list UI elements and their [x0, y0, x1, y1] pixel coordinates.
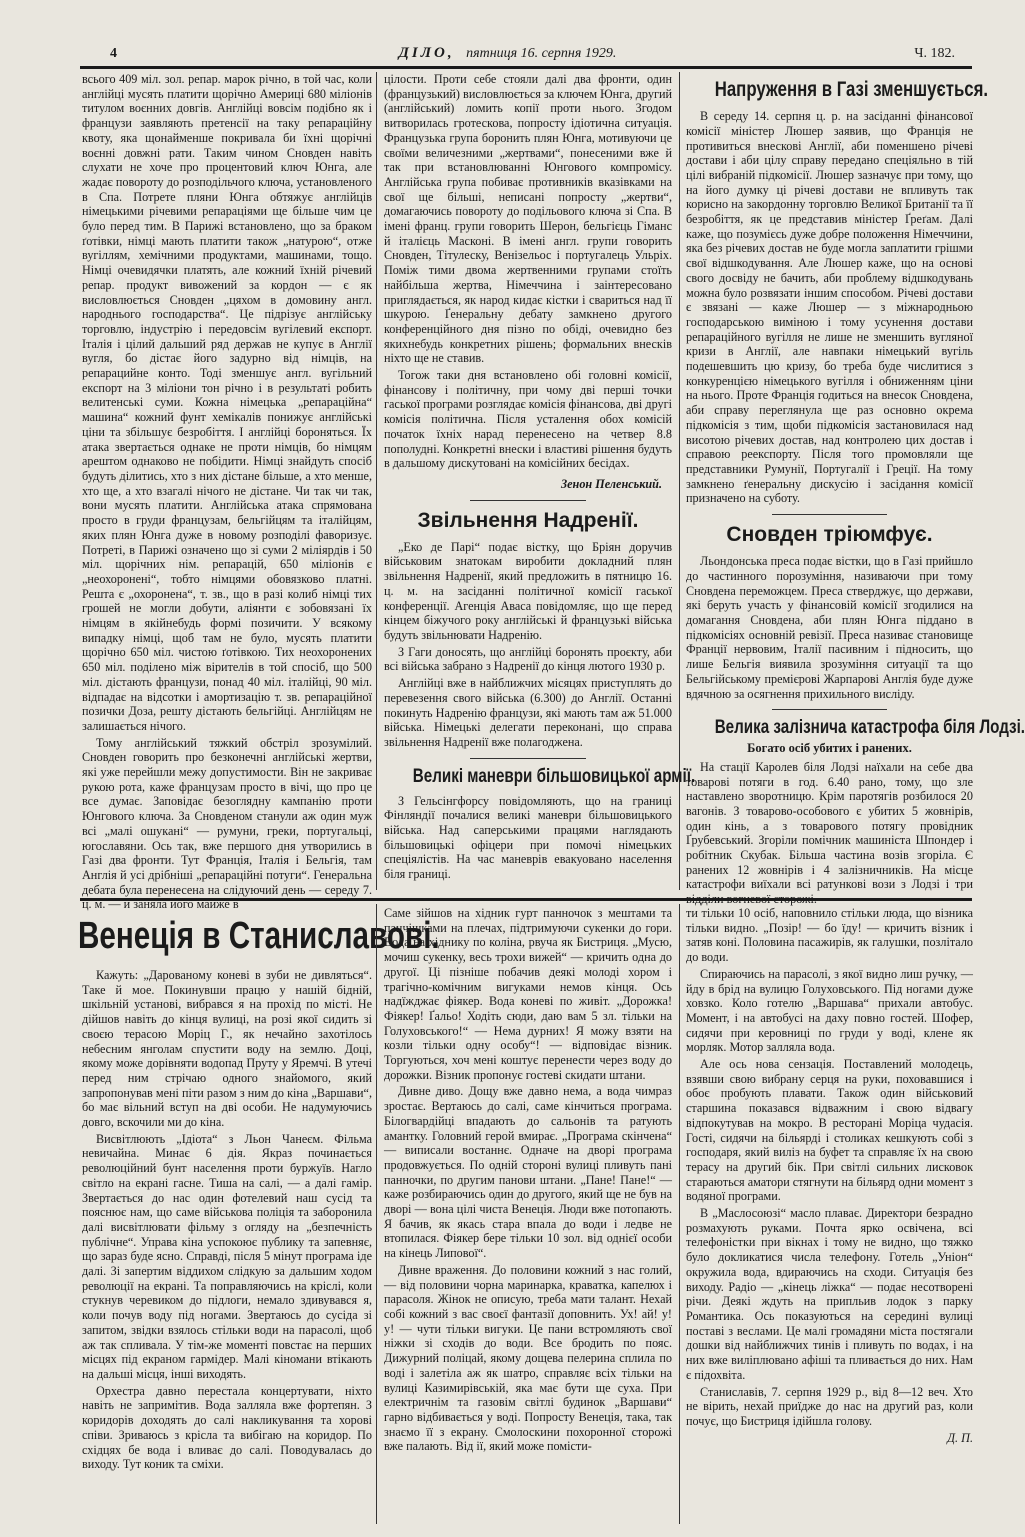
headline-nadrenia: Звільнення Надренії. — [417, 508, 639, 532]
feuilleton-paragraph: Орхестра давно перестала концертувати, ніхто навіть не запримітив. Вода залляла вже фортепян. З коридорів доходять до салі накликування та хорові співи. Зриваюсь з крісла та вибігаю на коридор. По східцях бе вода і вливає до салі. Поводувалась до виходу. Тут коник та сміхи. — [82, 1383, 372, 1472]
column-divider — [376, 904, 377, 1524]
subheadline-lodz: Богато осіб убитих і ранених. — [747, 741, 912, 756]
section-rule — [80, 898, 972, 901]
masthead: ДІЛО, — [398, 45, 455, 61]
article-paragraph: Льондонська преса подає вістки, що в Газі прийшло до частинного порозуміння, називаючи при тому Сновдена переможцем. Преса стверджує, що держави, які беруть участь у фінансовій комісії згодилися на домагання Сновдена, аби плян Юнга піддано в підкомісіях основній ревізії. Преса називає становище Франції нервовим, Італії пасивним і підносить, що лише Бельгія виявила зрозуміння ситуації та що Бельгійському премієрові Жарпарові Англія буде дуже вдячною за осягнення прихильного висліду. — [686, 554, 973, 701]
feuilleton-dateline: Станиславів, 7. серпня 1929 р., від 8—12 веч. Хто не вірить, нехай приїдже до нас на другий раз, коли почує, що Бистриця ідійшла голову. — [686, 1384, 973, 1428]
column-3 — [686, 72, 1025, 907]
column-divider — [376, 72, 377, 890]
col2-paragraph: цілости. Проти себе стояли далі два фронти, один (французький) висловлюється за ключем Юнга, другий (англійський) ломить копії проти нього. Згодом витворилась гротескова, попросту ідіотична ситуація. Французька група боронить плян Юнга, мотивуючи це своїми величезними „жертвами“, понесеними вже й так при встановлюванні Юнгового компромісу. Англійська група побиває противників вказівками на свої ще більші, неписані попросту „жертви“, домагаючись повороту до подільового ключа зі Спа. В імені франц. групи говорить Шерон, бельгієць Гіманс й італієць Масконі. В імені англ. групи говорить Сновден, Тітулеску, Венізельос і португалець Ульріх. Поміж тими двома жертвенними групами стоїть найбільша жертва, Німеччина і заінтересовано приглядається, як народ кидає кістки і свариться над її шкурою. Ґенеральну дебату замкнено другого конференційного дня пізно по обіді, очевидно без якихнебудь конкретних рішень; формальних внесків ніхто ще не ставив. — [384, 72, 672, 366]
col1-paragraph: Тому англійський тяжкий обстріл зрозумілий. Сновден говорить про безконечні англійські жертви, які уже перейшли межу допустимости. Він не закриває рукою рота, каже французам просто в вічі, що про це все думає. Заповідає безоглядну кампанію проти Юнгового ключа. За Сновденом станули аж один муж всі „малі ошукані“ — румуни, греки, португальці, югославяни. Ось так, вже першого дня утворились в Газі два фронти. Тут Франція, Італія і Бельгія, там Англія й усі дрібніші „репараційні потуги“. Генеральна дебата була перенесена на слідуючий день — середу 7. ц. м. — й заняла його майже в — [82, 735, 372, 912]
header-center — [60, 45, 955, 62]
divider — [772, 709, 887, 710]
divider — [470, 758, 585, 759]
issue-date: пятниця 16. серпня 1929. — [466, 46, 617, 61]
feuilleton-column-1 — [82, 968, 372, 1528]
headline-gaza: Напруження в Газі зменшується. — [714, 78, 989, 101]
column-1 — [82, 72, 372, 912]
feuilleton-paragraph: Спираючись на парасолі, з якої видно лиш ручку, — йду в брід на вулицю Голуховського. Під ногами дуже ховзко. Коло готелю „Варшава“ прихали автобус. Момент, і на автобусі на даху повно гостей. Шофер, сидячи при керовниці по груди у воді, клене як морляк. Мотор залляла вода. — [686, 966, 973, 1055]
article-paragraph: Англійці вже в найближчих місяцях приступлять до перевезення свого війська (6.300) до Англії. Останні покинуть Надренію французи, які мають там аж 51.000 війська. Німецькі делегати переконані, що справа звільнення Надренії вже полагоджена. — [384, 676, 672, 749]
headline-lodz: Велика залізнича катастрофа біля Лодзі. — [714, 717, 1025, 739]
headline-snowden: Сновден тріюмфує. — [726, 523, 933, 547]
page-header — [60, 44, 955, 66]
issue-number: Ч. 182. — [914, 46, 955, 61]
feuilleton-signature: Д. П. — [947, 1430, 973, 1445]
column-2 — [384, 72, 696, 892]
col1-paragraph: всього 409 міл. зол. репар. марок річно, в той час, коли англійці мусять платити щорічно Америці 680 міліонів титулом воєнних довгів. Англійці вовсім подібно як і французи заявляють претенсії на таку репараційну квоту, яка щонайменше покривала би їхні щорічні воєнні довжні рати. Таким чином Сновден навіть слухати не хоче про процентовий ключ Юнга, але жадає повороту до розподільчого ключа, установленого в Спа. Потрете пляни Юнга обтяжує англійців німецькими річевими репараціями ще більше чим це було перед тим. В Парижі встановлено, що за браком ґотівки, німці мають платити також „натурою“, отже вугіллям, хемічними продуктами, машинами, тощо. Німці очевидячки платять, але кожний їхній річевий репар. продукт вивожений за кордон — є як висловлюється Сновден „цяхом в домовину англ. народнього господарства“. Це підрізує англійську торговлю, індустрію і передовсім вугілевий експорт. Італія і цілий дальший ряд держав не купує в Англії вугля, бо дістає його задурно від німців, на репарацийне конто. Тоді зменшує англ. вугільний експорт на 3 міліони тон річно і в результаті робить велитенські суми. Кожна німецька „репараційна“ машина“ кожний фунт хемікалів понижує англійські ціни та збільшує безробіття. І англійці бороняться. Їх атака звертається однаке не проти німців, бо німцям арештом однаково не побідити. Німці знайдуть спосіб будуть ділитись, хто з них дістане більше, а хто менше, хто ще, а хто взагалі нічого не дістане. Чи так чи так, вони мусять платити. Англійська атака спрямована просто в груди французам, бельгійцям та італійцям, яких плян Юнга дуже в новому розподілі фаворизує. Потреті, в Парижі означено що зі суми 2 міліярдів і 50 міл. щорічних нім. репарацій, 650 міліонів є „неохоронені“, тобто німцями обовязково платні. Решта є „охоронена“, т. зв., що в разі колиб німці тих грошей не могли добути, аліянти є зобовязані їх німцям в якійнебудь формі позичити. У всякому випадку німці, щоб там не було, мусять платити щорічно 650 міл. чистою ґотівкою. Тих неохоронених 650 міл. поділено між вірителів в той спосіб, що 500 міл. дістають французи, понад 40 міл. італійці, 90 міл. відпадає на відсотки і амортизацію т. зв. репараційної позички Доза, решту дістають бельгійці. Англійцям не залишається нічого. — [82, 72, 372, 733]
col2-paragraph: Тогож таки дня встановлено обі головні комісії, фінансову і політичну, при чому дві перші точки гаської програми розглядає комісія фінансова, дві другі комісія політична. Після усталення обох комісій початок їхніх нарад перенесено на четвер 8.8 пополудні. Конкретні внески і властиві рішення будуть в дальшому дискутовані на комісійних бесідах. — [384, 368, 672, 471]
feuilleton-column-2 — [384, 906, 672, 1528]
divider — [470, 500, 585, 501]
feuilleton-paragraph: ти тільки 10 осіб, наповнило стільки люда, що візника тільки видно. „Позір! — бо їду! — кричить візник і затяв коні. Половина пасажирів, як галушки, позлітало до води. — [686, 906, 973, 965]
feuilleton-paragraph: Кажуть: „Дарованому коневі в зуби не дивляться“. Таке й мое. Покинувши працю у нашій бідній, шкільній установі, вибрався я на прохід по місті. Не дійшов навіть до кінця вулиці, на розі якої сидить зі своєю терасою Моріц Г., як нечайно захотілось небесним янголам спустити воду на землю. Доці, якому може дорівняти водопад Пруту у Яремчі. В утечі перед ним стрічаю одного знайомого, який запропонував мені піти разом з ним до кіна „Варшави“, бо має вільний вступ на дві особи. Не надумуючись довго, вскочили ми до кіна. — [82, 968, 372, 1130]
headline-manevry: Великі маневри більшовицької армії. — [412, 765, 696, 787]
header-rule — [80, 66, 972, 69]
article-paragraph: З Гельсінгфорсу повідомляють, що на границі Фінляндії почалися великі маневри більшовицького війська. Над саперськими працями наглядають більшовицькі офіцери при помочі німецьких спеціялістів. На час маневрів евакуовано населення біля границі. — [384, 793, 672, 882]
feuilleton-title: Венеція в Станиславові. — [78, 915, 440, 957]
column-divider — [679, 904, 680, 1524]
article-paragraph: З Гаги доносять, що англійці боронять проєкту, аби всі війська забрано з Надренії до кінця лютого 1930 р. — [384, 644, 672, 674]
article-paragraph: В середу 14. серпня ц. р. на засіданні фінансової комісії міністер Люшер заявив, що Франція не противиться внескові Англії, аби поменшено річеві достави і аби цілу справу передано спеціяльно в тій цілі вибраній підкомісії. Люшер зазначує при тому, що на його думку ці річеві достави не впливуть так корисно на закордонну торговлю Великої Британії та її безробіття, як це представив міністер Ґреґам. Далі каже, що позумієсь дуже добре положення Німеччини, яка без річевих достав не буде могла заплатити грішми свої відшкодування. Але Люшер каже, що на основі свого досвіду не бачить, аби проблему відшкодувань можна було розвязати іншим способом. Річеві достави є звязані — каже Люшер — з міжнародньою господарською виміною і тому усунення достави репараційного вугілля не лише не зменшить вугляної кризи в Англії, але навпаки німецький вугіль подешевшить цю кризу, бо треба буде числитися з конкуренцією німецького вугілля і обниженням ціни на нього. Проте Франція годиться на внесок Сновдена, аби справу переглянула ще раз основно окрема підкомісія з тим, щоби підкомісія застановилася над висотою річевих достав, над контролею цих достав і справою реекспорту. Після того промовляли ще представники Румунії, Португалії і Греції. На тому замкнено ґенеральну дискусію і засідання комісії призначено на суботу. — [686, 109, 973, 506]
article-paragraph: На стації Каролев біля Лодзі наїхали на себе два товарові потяги в год. 6.40 рано, тому, що зле наставлено зворотницю. Крім паротягів розбилося 20 вагонів. З товарово-особового є убитих 5 жовнірів, один кінь, а з товарового потягу провідник Ґрубевський. Згоріли помічник машиніста Шпондер і робітник Скубак. Більша частина возів згоріла. Є ранених 12 жовнірів і 4 залізничників. На місце катастрофи виїхали всі ратункові вози з Лодзі і три відділи вогневої сторожі. — [686, 759, 973, 907]
feuilleton-column-3 — [686, 906, 973, 1528]
author-signature: Зенон Пеленський. — [560, 476, 662, 491]
divider — [772, 514, 887, 515]
feuilleton-paragraph: Саме зійшов на хідник гурт панночок з мештами та панчішками на плечах, підтримуючи сукенки до гори. Вода на хіднику по коліна, рвуча як Бистриця. „Мусю, мочиш сукенку, весь трохи вижей“ — кричить одна до другої. Ці пізніше побачив деякі молоді хором і трагічно-комічним вигуками немов кінця. Ось надїжджає фіякер. Вода коневі по живіт. „Дорожка! Фіякер! Ґальо! Ходіть сюди, даю вам 5 зл. тільки на Голуховського!“ — Нема дурних! Я можу взяти на козли тільки одну особу“! — відповідає візник. Торгуються, хоч мені коштує перенести через воду до дорожки. Візник пропонує гостеві скидати штани. — [384, 906, 672, 1082]
feuilleton-paragraph: Але ось нова сензація. Поставлений молодець, взявши свою вибрану серця на руки, поховавшися і обоє пробують плавати. Також один військовий старшина показався відважним і свою відвагу відпокутував на мокро. В ресторані Моріца чудасія. Гості, сидячи на більярді і столиках кешкують собі з господаря, який виліз на буфет та справляє їх на свою терасу на другий бік. При світлі сильних лисковок стараються аматори стягнути на більярд одни момент з водяної програми. — [686, 1057, 973, 1204]
feuilleton-paragraph: Дивне диво. Дощу вже давно нема, а вода чимраз зростає. Вертаюсь до салі, саме кінчиться програма. Білогвардійці впадають до сальонів та ратують амантку. Головний герой вмирає. „Програма скінчена“ — виписали востаннє. Одначе на дворі програма продовжується. По одній стороні вулиці пливуть пані панночки, по другим панови штани. „Пане! Пане!“ — каже розбираючись один до другого, який ще не був на дворі — вона цілі чиста Венеція. Люди вже потопають. Я бачив, як якась стара впала до води і ледве не втопилася. Фіякер бере тільки 10 зол. від однієї особи на кінець Липової“. — [384, 1084, 672, 1261]
article-paragraph: „Еко де Парі“ подає вістку, що Бріян доручив військовим знатокам виробити докладний плян звільнення Надренії, який предложить в пятницю 16. ц. м. на засіданні політичної комісії гаської конференції. Агенція Аваса повідомляє, що ще перед кінцем біжучого року англійські й французькі війська будуть звільнювати Надренію. — [384, 539, 672, 642]
feuilleton-paragraph: Висвітлюють „Ідіота“ з Льон Чанеєм. Фільма невичайна. Минає 6 дія. Якраз починається революційний бунт населення проти буржуїв. Нагло світло на екрані гасне. Тиша на салі, — а далі гамір. Звертається до нас один фотелевий наш сусід та пояснює нам, що саме військова поліція та заборонила далі висвітлювати фільму з огляду на „безпечність публічне“. Управа кіна успокоює публику та запевняє, що зараз буде ясно. Справді, після 5 мінут програма іде далі. Зі запертим віддихом слідкую за дальшим ходом революції на екрані. Та поправляючись на кріслі, коли стукнув черевиком до підлоги, немало здивувався я, коли почув воду під ногами. Звертаюсь до сусіда зі запитом, звідки взялось стільки води на парасолі, щоб аж так спливала. У тім-же моменті повстає на перших місцях під екраном гармідер. Малі кіномани втікають на дальші місця, інші виходять. — [82, 1131, 372, 1381]
feuilleton-paragraph: Дивне враження. До половини кожний з нас голий, — від половини чорна маринарка, краватка, капелюх і парасоля. Жінок не описую, треба мати талант. Нехай собі кожний з вас своєї фантазії доповнить. Ух! ай! у! у! — чути тільки вигуки. Це пани встромляють свої ніжки зі сходів до води. Все бродить по пояс. Дижурний поліцай, якому дощева пелерина сплила по воді і залетіла аж як шатро, справляє всіх тільки на вулиці Казимирівській, яка має бути ще суха. При електричнім та газовім світлі будинок „Варшави“ гарно відбивається у воді. Попросту Венеція, така, так знаємо її з екрану. Смолоскини похоронної сторожі вже палають. Від ії, який може помісти- — [384, 1262, 672, 1454]
feuilleton-paragraph: В „Маслосоюзі“ масло плаває. Директори безрадно розмахують руками. Почта ярко освічена, всі телефоністки при вікнах і тому не видно, що тяжко було докликатися числа телефону. Готель „Уніон“ окружила вода, вдираючись на сходи. Ситуація без виходу. Радіо — „кінець ліжка“ — подає несотворені річи. Деякі ждуть на припльив лодок з парку Романтика. Ось показуються на середині вулиці поставі з веслами. Це малі громадяни міста постягали дошки від найближчих тинів і пливуть по водах, і на них вже виліплювано афіші та пливається до них. Нам є підохвіта. — [686, 1206, 973, 1382]
page-number: 4 — [110, 46, 117, 61]
